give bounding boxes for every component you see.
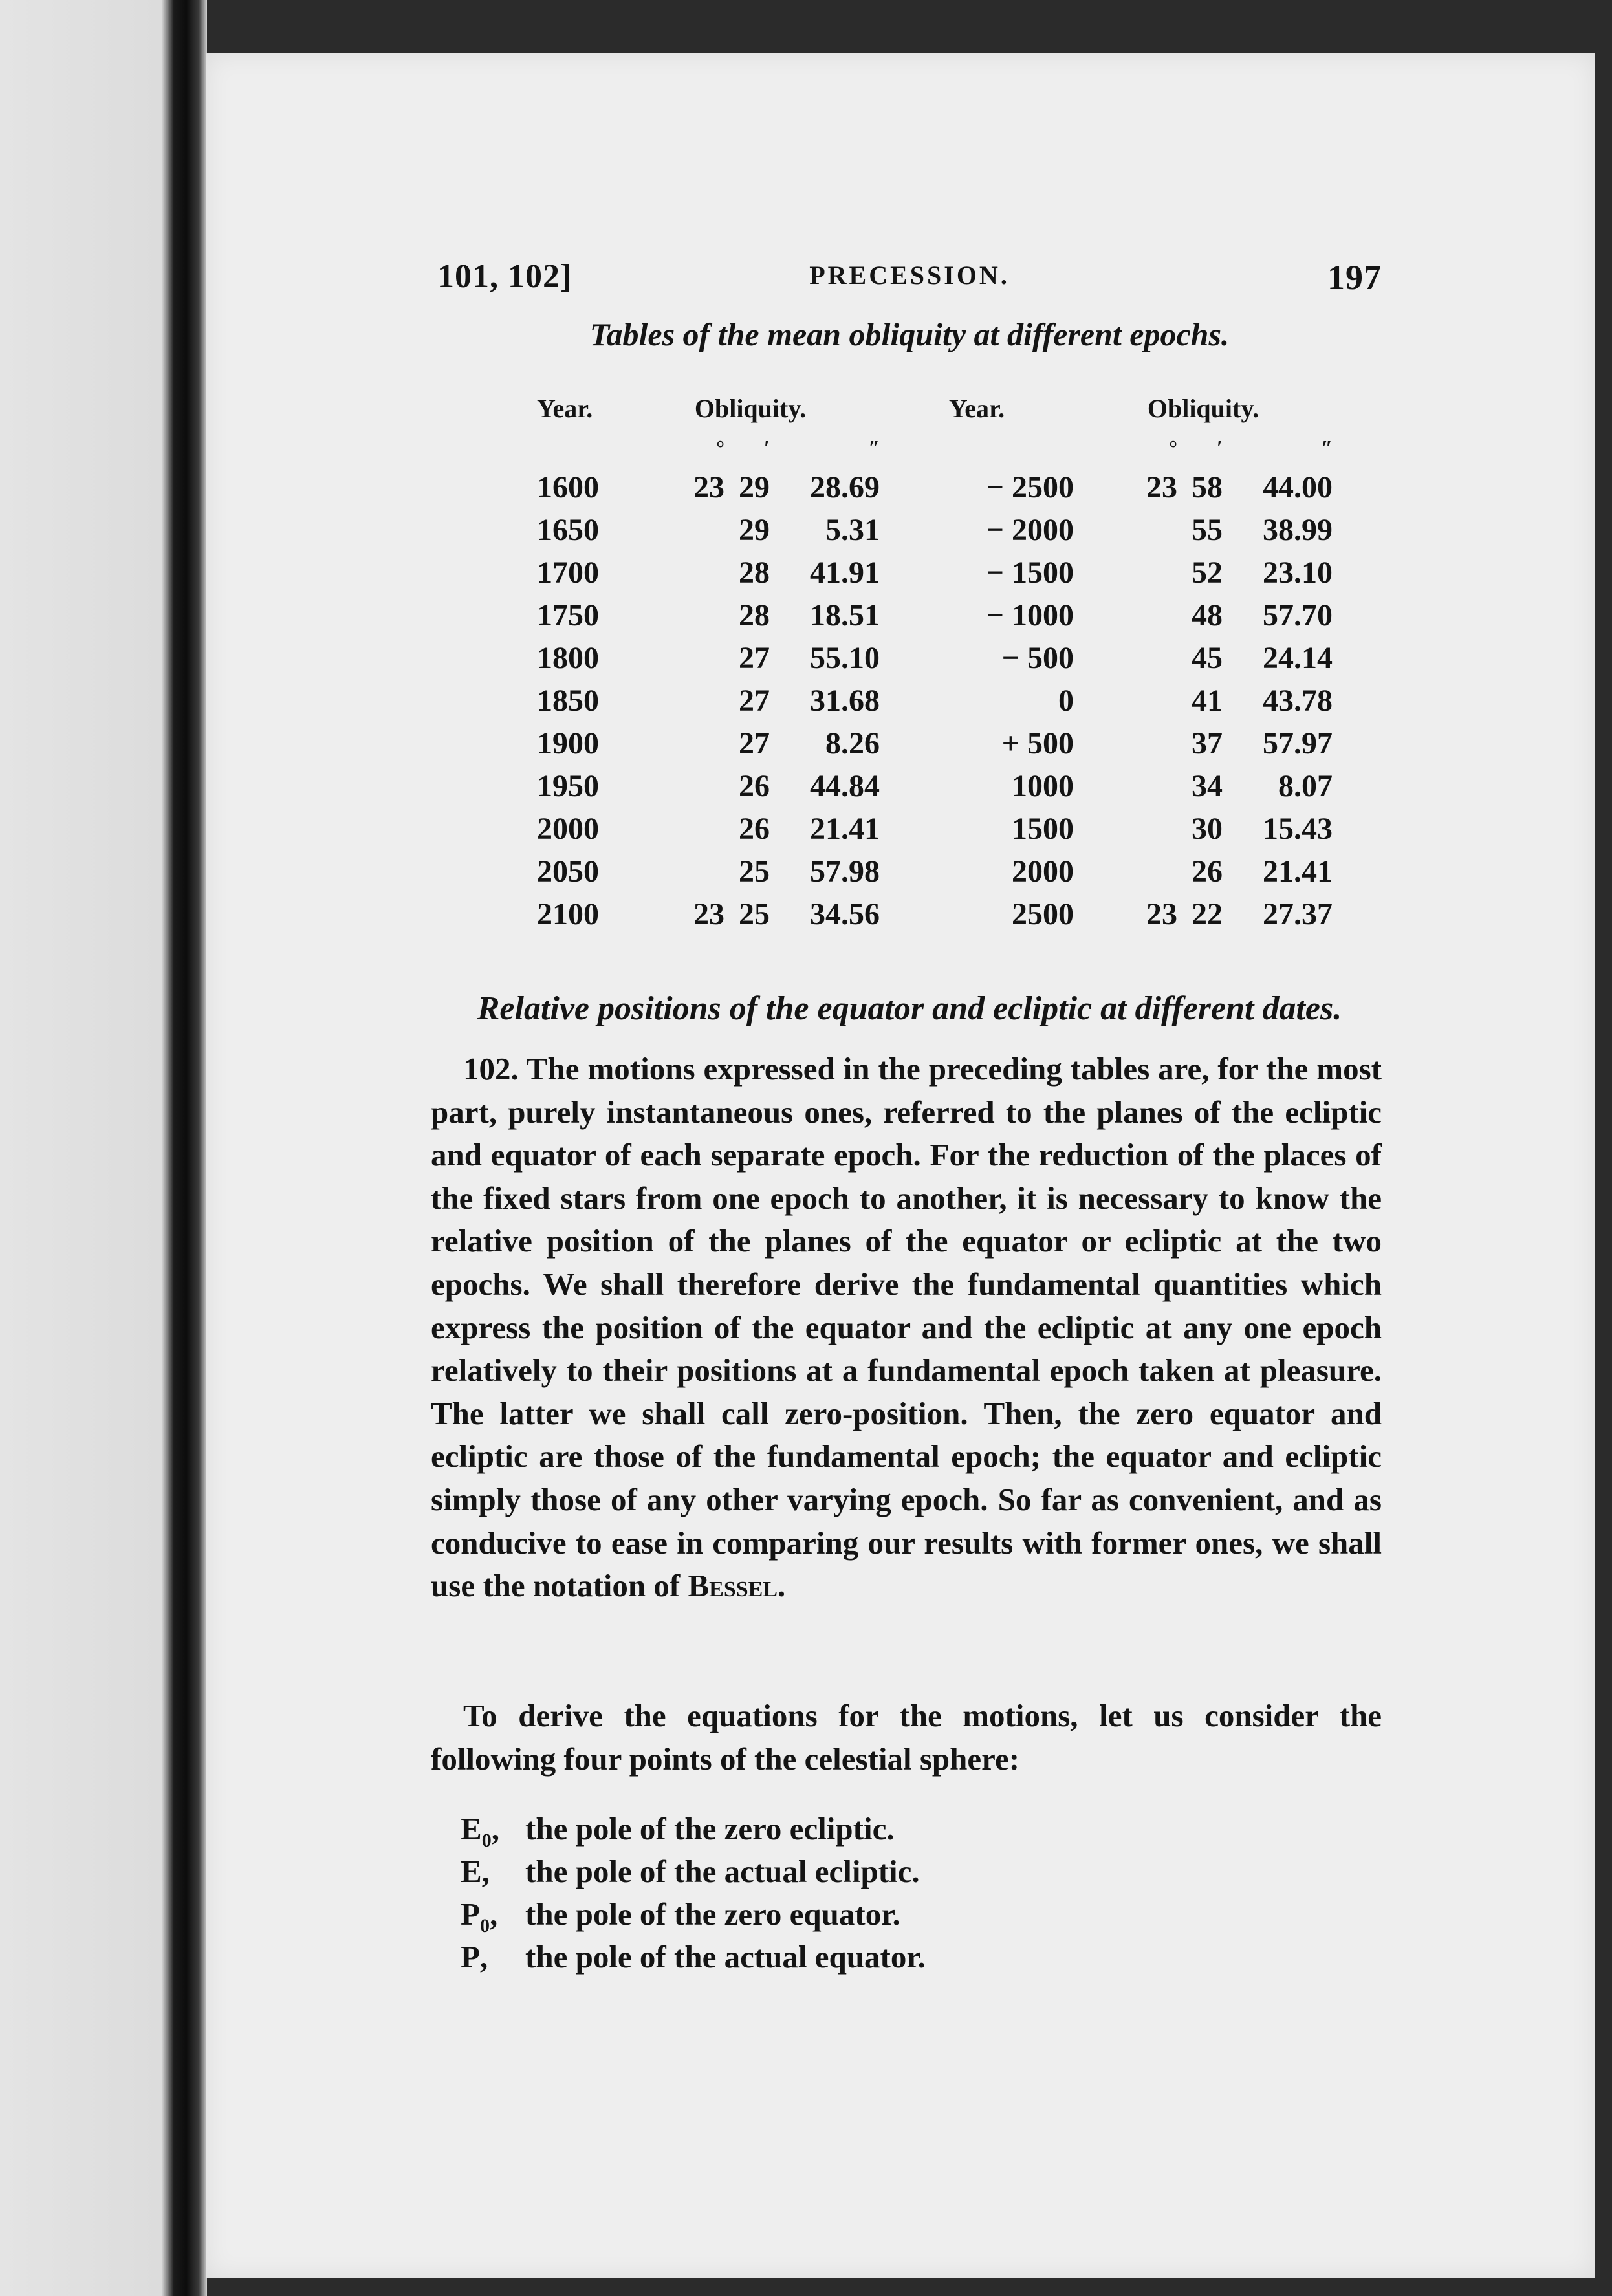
cell-deg2 xyxy=(1074,679,1177,722)
point-subscript: 0 xyxy=(481,1829,492,1851)
list-item xyxy=(461,1893,926,1936)
cell-year: 2000 xyxy=(537,811,599,846)
cell-year: 1700 xyxy=(537,555,599,590)
obliquity-table xyxy=(537,387,1333,935)
table-title: Tables of the mean obliquity at different epochs. xyxy=(589,316,1230,352)
author-name-bessel: Bessel xyxy=(688,1568,778,1604)
cell-sec: 8.26 xyxy=(825,726,880,761)
table-row xyxy=(537,551,1333,594)
list-item xyxy=(461,1936,926,1978)
cell-min2: 22 xyxy=(1192,896,1223,931)
point-letter: P xyxy=(461,1939,480,1975)
cell-min: 26 xyxy=(739,768,770,803)
cell-year2: − 500 xyxy=(1001,640,1074,675)
unit-second: ″ xyxy=(868,435,880,459)
cell-sec: 55.10 xyxy=(810,640,880,675)
cell-min: 25 xyxy=(739,854,770,889)
cell-year: 2100 xyxy=(537,896,599,931)
cell-deg: 23 xyxy=(693,896,724,931)
cell-deg2 xyxy=(1074,636,1177,679)
cell-year2: 2500 xyxy=(1012,896,1074,931)
cell-min2: 41 xyxy=(1192,683,1223,718)
cell-min: 27 xyxy=(739,683,770,718)
cell-sec: 34.56 xyxy=(810,896,880,931)
cell-deg2 xyxy=(1074,764,1177,807)
table-row xyxy=(537,850,1333,893)
table-units-row xyxy=(537,429,1333,466)
cell-year: 1950 xyxy=(537,768,599,803)
cell-sec2: 21.41 xyxy=(1263,854,1333,889)
paragraph-102 xyxy=(431,1048,1382,1608)
cell-min: 29 xyxy=(739,470,770,504)
cell-deg2 xyxy=(1074,594,1177,636)
table-row xyxy=(537,679,1333,722)
table-row xyxy=(537,508,1333,551)
section-subheading: Relative positions of the equator and ecliptic at different dates. xyxy=(477,990,1342,1027)
cell-deg xyxy=(621,636,724,679)
cell-sec: 21.41 xyxy=(810,811,880,846)
running-head xyxy=(437,257,1382,303)
point-subscript: 0 xyxy=(479,1914,490,1936)
cell-min2: 34 xyxy=(1192,768,1223,803)
point-comma: , xyxy=(481,1854,490,1889)
cell-deg xyxy=(621,764,724,807)
cell-year2: 0 xyxy=(1058,683,1074,718)
cell-min2: 55 xyxy=(1192,512,1223,547)
cell-sec: 5.31 xyxy=(825,512,880,547)
cell-deg xyxy=(621,850,724,893)
cell-sec2: 23.10 xyxy=(1263,555,1333,590)
cell-deg2 xyxy=(1074,508,1177,551)
cell-deg xyxy=(621,679,724,722)
cell-sec: 57.98 xyxy=(810,854,880,889)
list-item xyxy=(461,1808,926,1850)
cell-year2: − 1500 xyxy=(986,555,1074,590)
cell-deg xyxy=(621,807,724,850)
cell-min: 28 xyxy=(739,555,770,590)
cell-sec2: 8.07 xyxy=(1278,768,1333,803)
paragraph-end-punct: . xyxy=(778,1568,786,1604)
cell-deg2 xyxy=(1074,850,1177,893)
cell-deg2: 23 xyxy=(1146,470,1177,504)
point-comma: , xyxy=(489,1896,498,1932)
table-row xyxy=(537,636,1333,679)
section-numbers: 101, 102] xyxy=(437,258,572,295)
header-year: Year. xyxy=(537,393,593,423)
unit-degree-2: ° xyxy=(1169,435,1177,459)
cell-deg2 xyxy=(1074,551,1177,594)
cell-min2: 30 xyxy=(1192,811,1223,846)
cell-year2: − 2000 xyxy=(986,512,1074,547)
cell-year: 1750 xyxy=(537,598,599,633)
cell-min2: 45 xyxy=(1192,640,1223,675)
table-row xyxy=(537,764,1333,807)
header-obliquity: Obliquity. xyxy=(694,393,807,423)
point-description: the pole of the zero equator. xyxy=(525,1896,900,1932)
table-row xyxy=(537,466,1333,508)
scan-binding-edge xyxy=(0,0,207,2296)
cell-deg2 xyxy=(1074,807,1177,850)
cell-sec: 18.51 xyxy=(810,598,880,633)
cell-sec: 44.84 xyxy=(810,768,880,803)
paragraph-text-2: To derive the equations for the motions, let us consider the following four points of the celestial sphere: xyxy=(431,1698,1382,1777)
cell-min2: 52 xyxy=(1192,555,1223,590)
cell-deg xyxy=(621,508,724,551)
cell-year: 1900 xyxy=(537,726,599,761)
table-row xyxy=(537,807,1333,850)
cell-deg2 xyxy=(1074,722,1177,764)
cell-year: 1600 xyxy=(537,470,599,504)
table-row xyxy=(537,594,1333,636)
cell-year: 1650 xyxy=(537,512,599,547)
cell-deg xyxy=(621,722,724,764)
cell-sec2: 44.00 xyxy=(1263,470,1333,504)
table-row xyxy=(537,722,1333,764)
cell-year2: − 1000 xyxy=(986,598,1074,633)
point-description: the pole of the actual ecliptic. xyxy=(525,1854,920,1889)
paragraph-text: The motions expressed in the preceding tables are, for the most part, purely instantaneous ones, referred to the planes of the ecliptic and equator of each separate epoch. For the reduction of the places of the fixed stars from one epoch to another, it is necessary to know the relative position of the planes of the equator or ecliptic at the two epochs. We shall therefore derive the fundamental quantities which express the position of the equator and the ecliptic at any one epoch relatively to their positions at a fundamental epoch taken at pleasure. The latter we shall call zero-position. Then, the zero equator and ecliptic are those of the fundamental epoch; the equator and ecliptic simply those of any other varying epoch. So far as convenient, and as conducive to ease in comparing our results with former ones, we shall use the notation of xyxy=(431,1051,1382,1604)
cell-sec2: 15.43 xyxy=(1263,811,1333,846)
table-body xyxy=(537,466,1333,935)
page-number: 197 xyxy=(1327,258,1382,297)
cell-sec: 41.91 xyxy=(810,555,880,590)
cell-min: 28 xyxy=(739,598,770,633)
cell-sec2: 27.37 xyxy=(1263,896,1333,931)
header-year-2: Year. xyxy=(948,393,1005,423)
cell-year2: 1500 xyxy=(1012,811,1074,846)
cell-sec2: 38.99 xyxy=(1263,512,1333,547)
cell-deg2: 23 xyxy=(1146,896,1177,931)
cell-min: 27 xyxy=(739,640,770,675)
cell-min: 25 xyxy=(739,896,770,931)
cell-year2: − 2500 xyxy=(986,470,1074,504)
cell-deg xyxy=(621,551,724,594)
point-comma: , xyxy=(491,1811,499,1847)
chapter-title: PRECESSION. xyxy=(809,261,1010,290)
cell-min2: 48 xyxy=(1192,598,1223,633)
point-description: the pole of the actual equator. xyxy=(525,1939,926,1975)
cell-sec: 28.69 xyxy=(810,470,880,504)
point-letter: P xyxy=(461,1896,480,1932)
cell-year2: + 500 xyxy=(1001,726,1074,761)
table-header-row xyxy=(537,387,1333,429)
unit-minute: ′ xyxy=(764,435,770,459)
unit-minute-2: ′ xyxy=(1217,435,1223,459)
point-letter: E xyxy=(461,1811,482,1847)
cell-year: 1800 xyxy=(537,640,599,675)
cell-min2: 37 xyxy=(1192,726,1223,761)
table-row xyxy=(537,893,1333,935)
cell-sec2: 24.14 xyxy=(1263,640,1333,675)
point-symbol xyxy=(461,1936,525,1990)
point-comma: , xyxy=(479,1939,488,1975)
cell-sec2: 57.70 xyxy=(1263,598,1333,633)
cell-sec2: 43.78 xyxy=(1263,683,1333,718)
cell-year: 1850 xyxy=(537,683,599,718)
point-letter: E xyxy=(461,1854,482,1889)
cell-min: 27 xyxy=(739,726,770,761)
list-item xyxy=(461,1850,926,1893)
paragraph-number: 102. xyxy=(463,1051,519,1087)
cell-sec2: 57.97 xyxy=(1263,726,1333,761)
paragraph-derivation xyxy=(431,1695,1382,1781)
header-obliquity-2: Obliquity. xyxy=(1147,393,1259,423)
cell-year2: 1000 xyxy=(1012,768,1074,803)
cell-min2: 26 xyxy=(1192,854,1223,889)
cell-min: 26 xyxy=(739,811,770,846)
cell-min2: 58 xyxy=(1192,470,1223,504)
cell-deg xyxy=(621,594,724,636)
cell-sec: 31.68 xyxy=(810,683,880,718)
unit-second-2: ″ xyxy=(1321,435,1333,459)
cell-min: 29 xyxy=(739,512,770,547)
unit-degree: ° xyxy=(716,435,724,459)
point-description: the pole of the zero ecliptic. xyxy=(525,1811,895,1847)
cell-year2: 2000 xyxy=(1012,854,1074,889)
cell-deg: 23 xyxy=(693,470,724,504)
cell-year: 2050 xyxy=(537,854,599,889)
points-list xyxy=(461,1808,926,1978)
